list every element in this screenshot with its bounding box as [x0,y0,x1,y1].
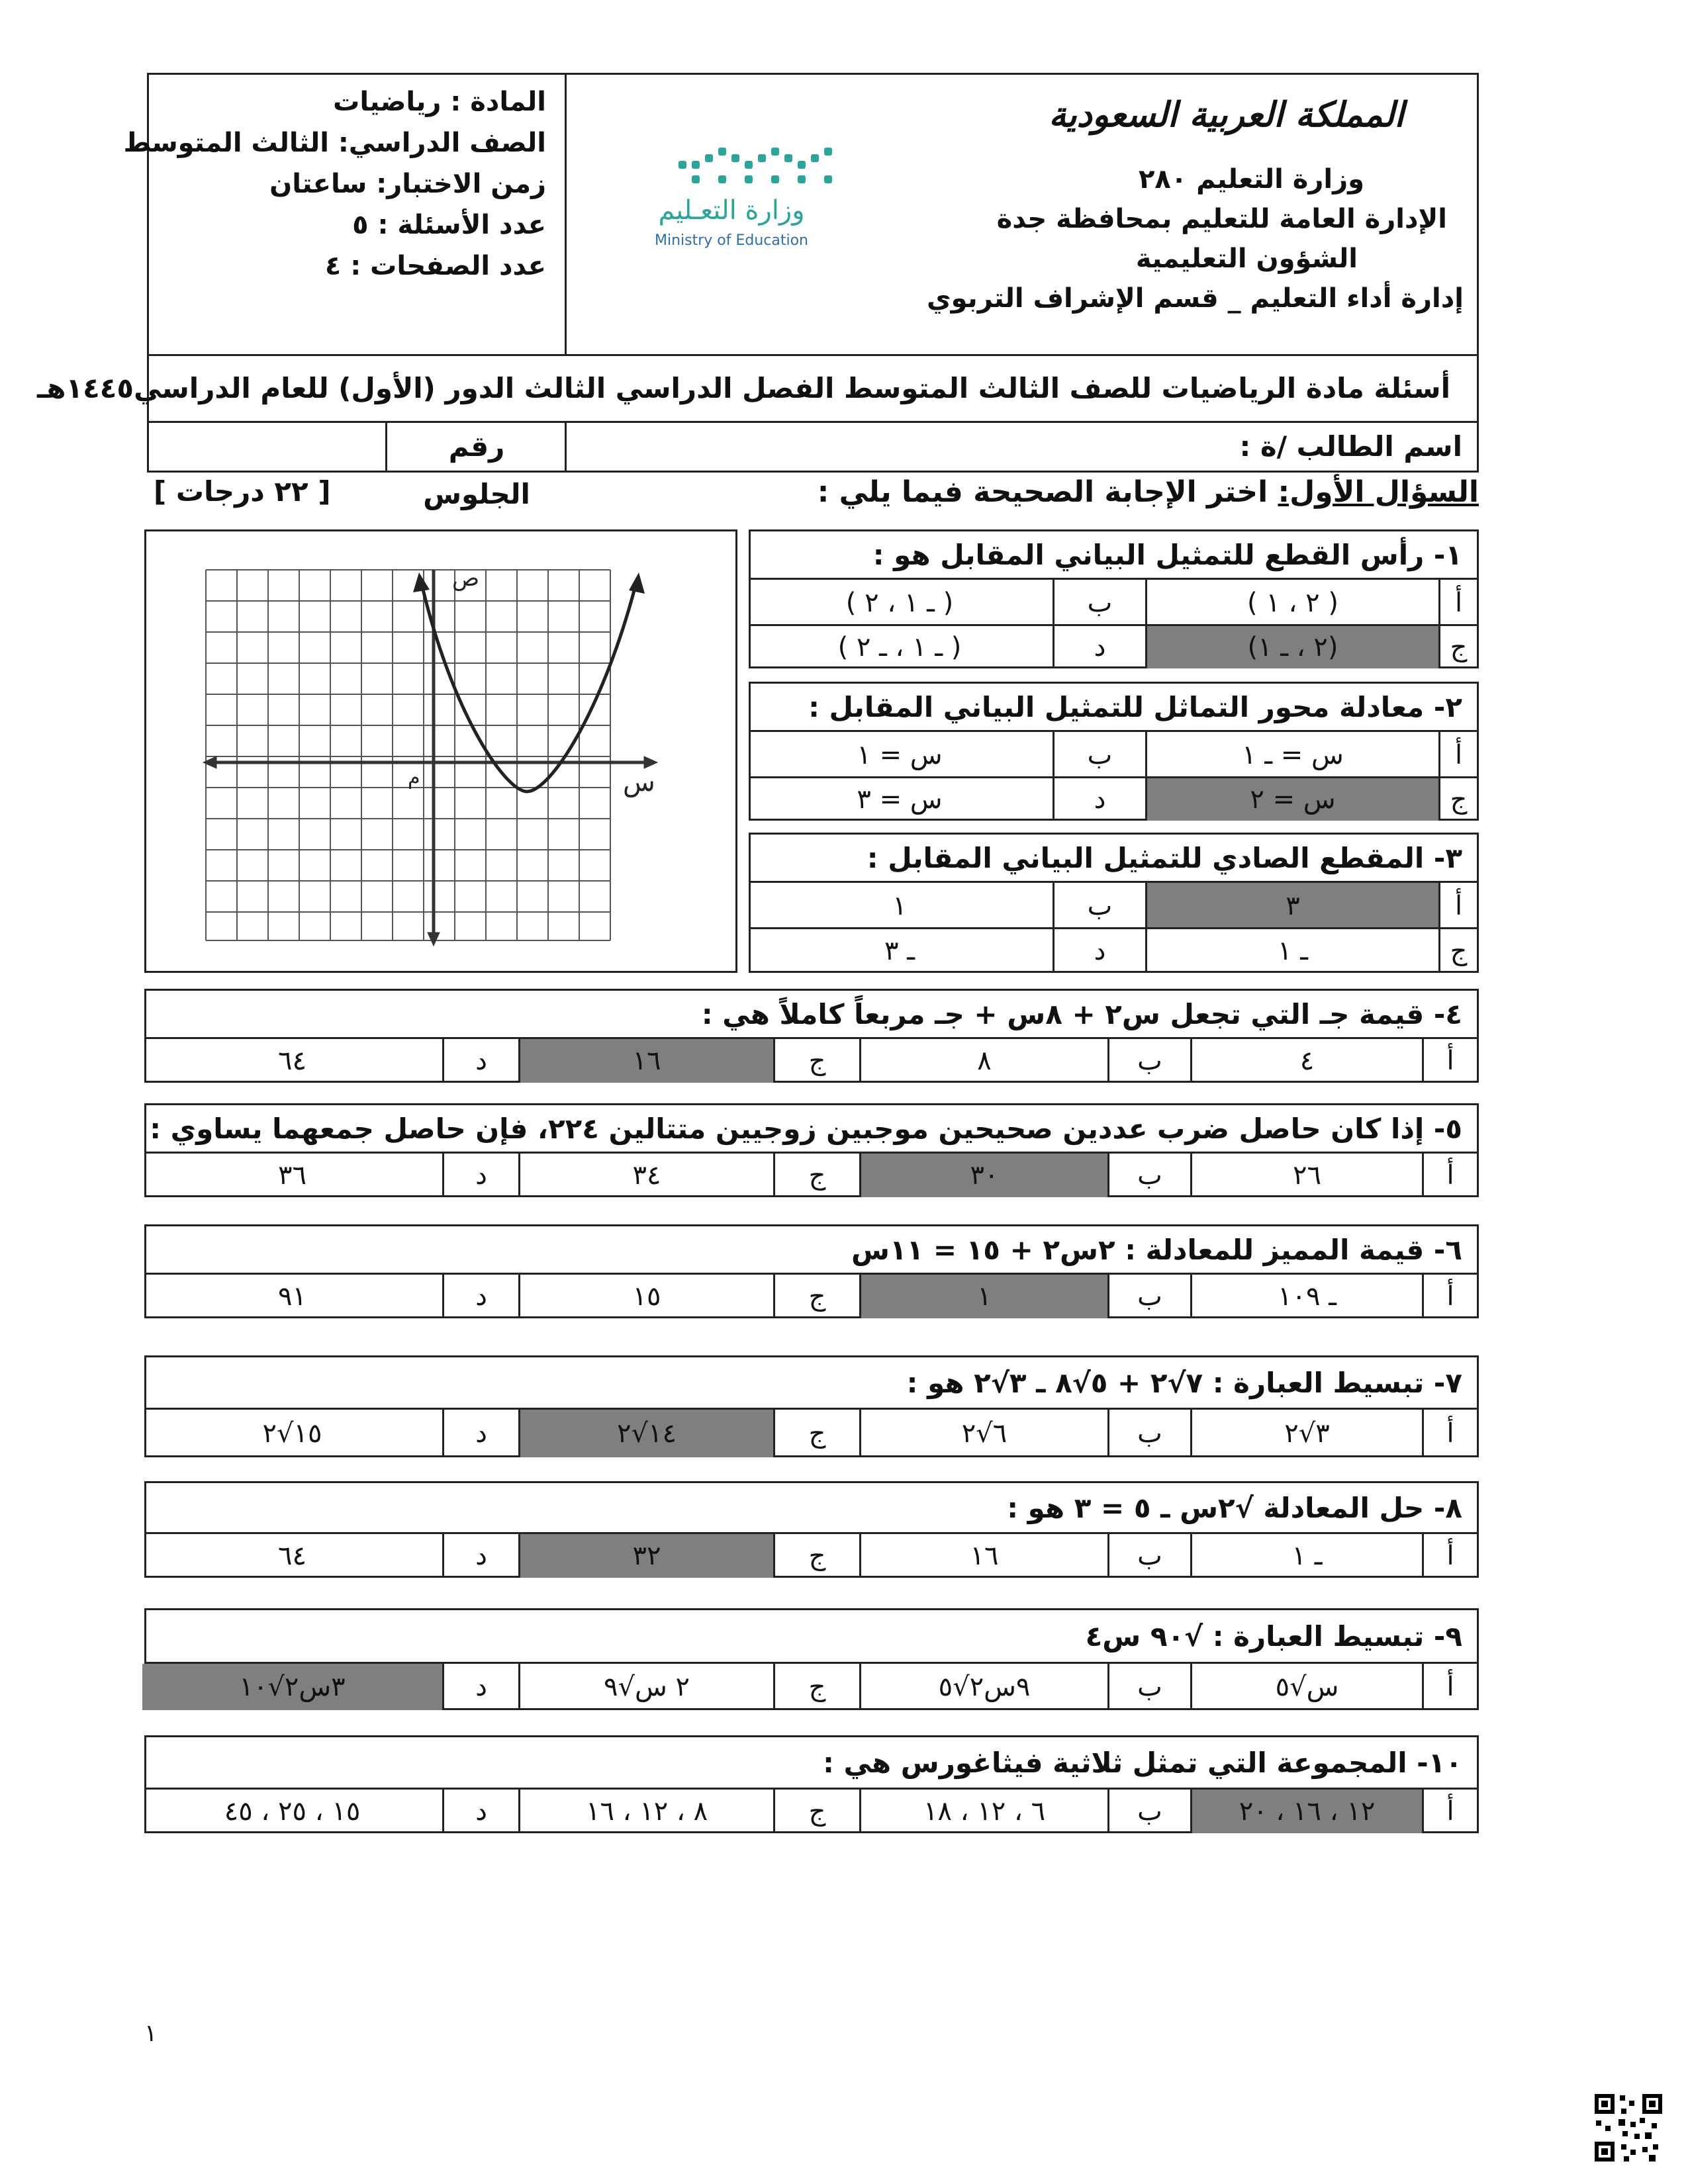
option-letter-b: ب [1109,1275,1192,1318]
option-a[interactable]: ١٢ ، ١٦ ، ٢٠ [1192,1790,1424,1833]
option-b[interactable]: ٦√٢ [861,1410,1109,1457]
exam-title-box [36,354,1479,423]
y-axis-label: ص [452,565,480,592]
options-row [146,1788,1477,1833]
option-letter-c: ج [775,1154,861,1197]
student-name-label: اسم الطالب /ة : [1239,430,1462,463]
ministry-logo [632,134,844,267]
option-letter-c: ج [1450,936,1468,966]
option-letter-a: أ [1446,1160,1454,1191]
option-letter-c: ج [775,1275,861,1318]
question-8 [144,1481,1479,1578]
option-d[interactable]: ٣س٢√١٠ [142,1664,444,1710]
option-b[interactable]: ١ [861,1275,1109,1318]
question-text: ٢- معادلة محور التماثل للتمثيل البياني المقابل : [808,690,1462,723]
option-letter-d: د [444,1664,520,1710]
seat-number-field[interactable] [149,423,385,471]
question-10 [144,1735,1479,1833]
option-letter-b: ب [1109,1154,1192,1197]
question-text: ٦- قيمة المميز للمعادلة : ٢س٢ + ١٥ = ١١س [851,1233,1462,1266]
question-2 [749,682,1479,821]
option-c[interactable]: ١٦ [520,1039,775,1083]
student-name-field[interactable] [567,423,1295,471]
option-d[interactable]: ـ ٣ [747,929,1055,973]
option-c[interactable]: ٢ س√٩ [520,1664,775,1710]
page-number: ١ [144,2020,158,2047]
options-row [146,1532,1477,1578]
option-letter-a: أ [1454,891,1463,921]
ministry-logo-dots-icon [672,134,844,194]
section-number: السؤال الأول: [1278,475,1479,509]
option-b[interactable]: ١٦ [861,1534,1109,1578]
pages-count-line: عدد الصفحات : ٤ [324,251,546,281]
option-b[interactable]: ٨ [861,1039,1109,1083]
options-row [751,578,1477,626]
options-row [146,1037,1477,1083]
option-a[interactable]: ( ٢ ، ١ ) [1147,580,1440,626]
question-text: ٥- إذا كان حاصل ضرب عددين صحيحين موجبين زوجيين متتالين ٢٢٤، فإن حاصل جمعهما يساوي : [150,1112,1462,1145]
seat-number-label: رقم الجلوس [423,430,530,510]
option-b[interactable]: ٩س٢√٥ [861,1664,1109,1710]
section-instruction: اختر الإجابة الصحيحة فيما يلي : [817,475,1268,509]
question-text: ٩- تبسيط العبارة : √٩٠ س٤ [1085,1619,1462,1653]
option-letter-c: ج [1450,784,1468,815]
option-letter-a: أ [1446,1672,1454,1702]
option-a[interactable]: ٤ [1192,1039,1424,1083]
question-7 [144,1355,1479,1457]
option-a[interactable]: س = ـ ١ [1147,732,1440,778]
options-row [751,624,1477,668]
affairs-line: الشؤون التعليمية [1135,244,1358,274]
option-letter-b: ب [1055,580,1147,626]
option-a[interactable]: ٣ [1147,883,1440,929]
option-c[interactable]: (٢ ، ـ ١) [1147,626,1440,668]
option-a[interactable]: ٣√٢ [1192,1410,1424,1457]
option-letter-a: أ [1454,588,1463,618]
option-b[interactable]: ١ [747,883,1055,929]
option-c[interactable]: س = ٢ [1147,778,1440,821]
question-text: ٨- حل المعادلة √٢س ـ ٥ = ٣ هو : [1007,1491,1462,1524]
option-b[interactable]: ٣٠ [861,1154,1109,1197]
option-c[interactable]: ـ ١ [1147,929,1440,973]
question-text: ٣- المقطع الصادي للتمثيل البياني المقابل : [867,841,1462,874]
exam-info [123,81,546,287]
question-9 [144,1608,1479,1710]
options-row [146,1152,1477,1197]
question-text: ٧- تبسيط العبارة : ٧√٢ + ٥√٨ ـ ٣√٢ هو : [906,1366,1462,1399]
grade-line: الصف الدراسي: الثالث المتوسط [123,128,546,158]
ministry-logo-english: Ministry of Education [654,232,809,249]
option-letter-a: أ [1446,1046,1454,1076]
options-row [751,776,1477,821]
option-d[interactable]: ١٥√٢ [142,1410,444,1457]
option-letter-c: ج [775,1039,861,1083]
option-letter-d: د [444,1534,520,1578]
option-letter-b: ب [1055,732,1147,778]
option-letter-d: د [444,1039,520,1083]
option-letter-b: ب [1109,1534,1192,1578]
option-letter-c: ج [1450,632,1468,662]
parabola-graph [146,531,735,971]
qr-code-icon [1592,2091,1665,2164]
option-c[interactable]: ٣٤ [520,1154,775,1197]
ministry-info [926,159,1464,318]
option-letter-a: أ [1446,1281,1454,1312]
option-letter-c: ج [775,1534,861,1578]
option-d[interactable]: ٣٦ [142,1154,444,1197]
option-d[interactable]: س = ٣ [747,778,1055,821]
question-3 [749,833,1479,973]
option-letter-b: ب [1055,883,1147,929]
option-c[interactable]: ١٥ [520,1275,775,1318]
option-letter-d: د [444,1154,520,1197]
option-b[interactable]: س = ١ [747,732,1055,778]
option-letter-a: أ [1446,1418,1454,1449]
option-letter-b: ب [1109,1790,1192,1833]
option-d[interactable]: ٦٤ [142,1534,444,1578]
exam-title: أسئلة مادة الرياضيات للصف الثالث المتوسط الفصل الدراسي الثالث الدور (الأول) للعام الدراسي١٤٤٥هـ [36,372,1450,404]
directorate-line: الإدارة العامة للتعليم بمحافظة جدة [996,204,1447,234]
kingdom-logo: المملكة العربية السعودية [1049,95,1404,135]
option-letter-a: أ [1454,740,1463,770]
graph-box [144,529,737,973]
option-letter-d: د [1055,626,1147,668]
question-text: ٤- قيمة جـ التي تجعل س٢ + ٨س + جـ مربعاً كاملاً هي : [701,997,1462,1030]
option-a[interactable]: ـ ١٠٩ [1192,1275,1424,1318]
duration-line: زمن الاختبار: ساعتان [269,169,546,199]
option-d[interactable]: ١٥ ، ٢٥ ، ٤٥ [142,1790,444,1833]
option-letter-a: أ [1446,1541,1454,1571]
question-1 [749,529,1479,668]
option-a[interactable]: ـ ١ [1192,1534,1424,1578]
option-b[interactable]: ( ـ ١ ، ٢ ) [747,580,1055,626]
options-row [751,927,1477,973]
ministry-logo-arabic: وزارة التعـليم [658,195,805,226]
options-row [751,730,1477,778]
section-marks: [ ٢٢ درجات ] [154,475,331,508]
section-title [818,475,1479,509]
supervision-line: إدارة أداء التعليم _ قسم الإشراف التربوي [926,283,1464,314]
ministry-line: وزارة التعليم ٢٨٠ [1138,164,1364,195]
option-b[interactable]: ٦ ، ١٢ ، ١٨ [861,1790,1109,1833]
option-letter-a: أ [1446,1796,1454,1827]
options-row [751,881,1477,929]
options-row [146,1662,1477,1710]
question-4 [144,989,1479,1083]
x-axis-label: س [623,767,655,797]
option-a[interactable]: ٢٦ [1192,1154,1424,1197]
option-letter-c: ج [775,1410,861,1457]
option-letter-c: ج [775,1664,861,1710]
question-text: ١- رأس القطع للتمثيل البياني المقابل هو : [872,538,1462,571]
subject-line: المادة : رياضيات [333,87,546,117]
options-row [146,1273,1477,1318]
option-letter-d: د [444,1790,520,1833]
option-letter-d: د [1055,929,1147,973]
option-d[interactable]: ( ـ ١ ، ـ ٢ ) [747,626,1055,668]
option-d[interactable]: ٦٤ [142,1039,444,1083]
question-6 [144,1224,1479,1318]
option-c[interactable]: ١٤√٢ [520,1410,775,1457]
header-box [123,73,1479,356]
options-row [146,1408,1477,1457]
question-text: ١٠- المجموعة التي تمثل ثلاثية فيثاغورس هي : [823,1746,1462,1779]
option-letter-b: ب [1109,1410,1192,1457]
option-letter-c: ج [775,1790,861,1833]
option-c[interactable]: ٣٢ [520,1534,775,1578]
option-letter-d: د [444,1275,520,1318]
option-letter-d: د [1055,778,1147,821]
origin-label: م [408,766,420,790]
option-c[interactable]: ٨ ، ١٢ ، ١٦ [520,1790,775,1833]
question-5 [144,1103,1479,1197]
option-d[interactable]: ٩١ [142,1275,444,1318]
option-letter-b: ب [1109,1664,1192,1710]
option-letter-b: ب [1109,1039,1192,1083]
option-letter-d: د [444,1410,520,1457]
questions-count-line: عدد الأسئلة : ٥ [352,210,546,240]
option-a[interactable]: س√٥ [1192,1664,1424,1710]
